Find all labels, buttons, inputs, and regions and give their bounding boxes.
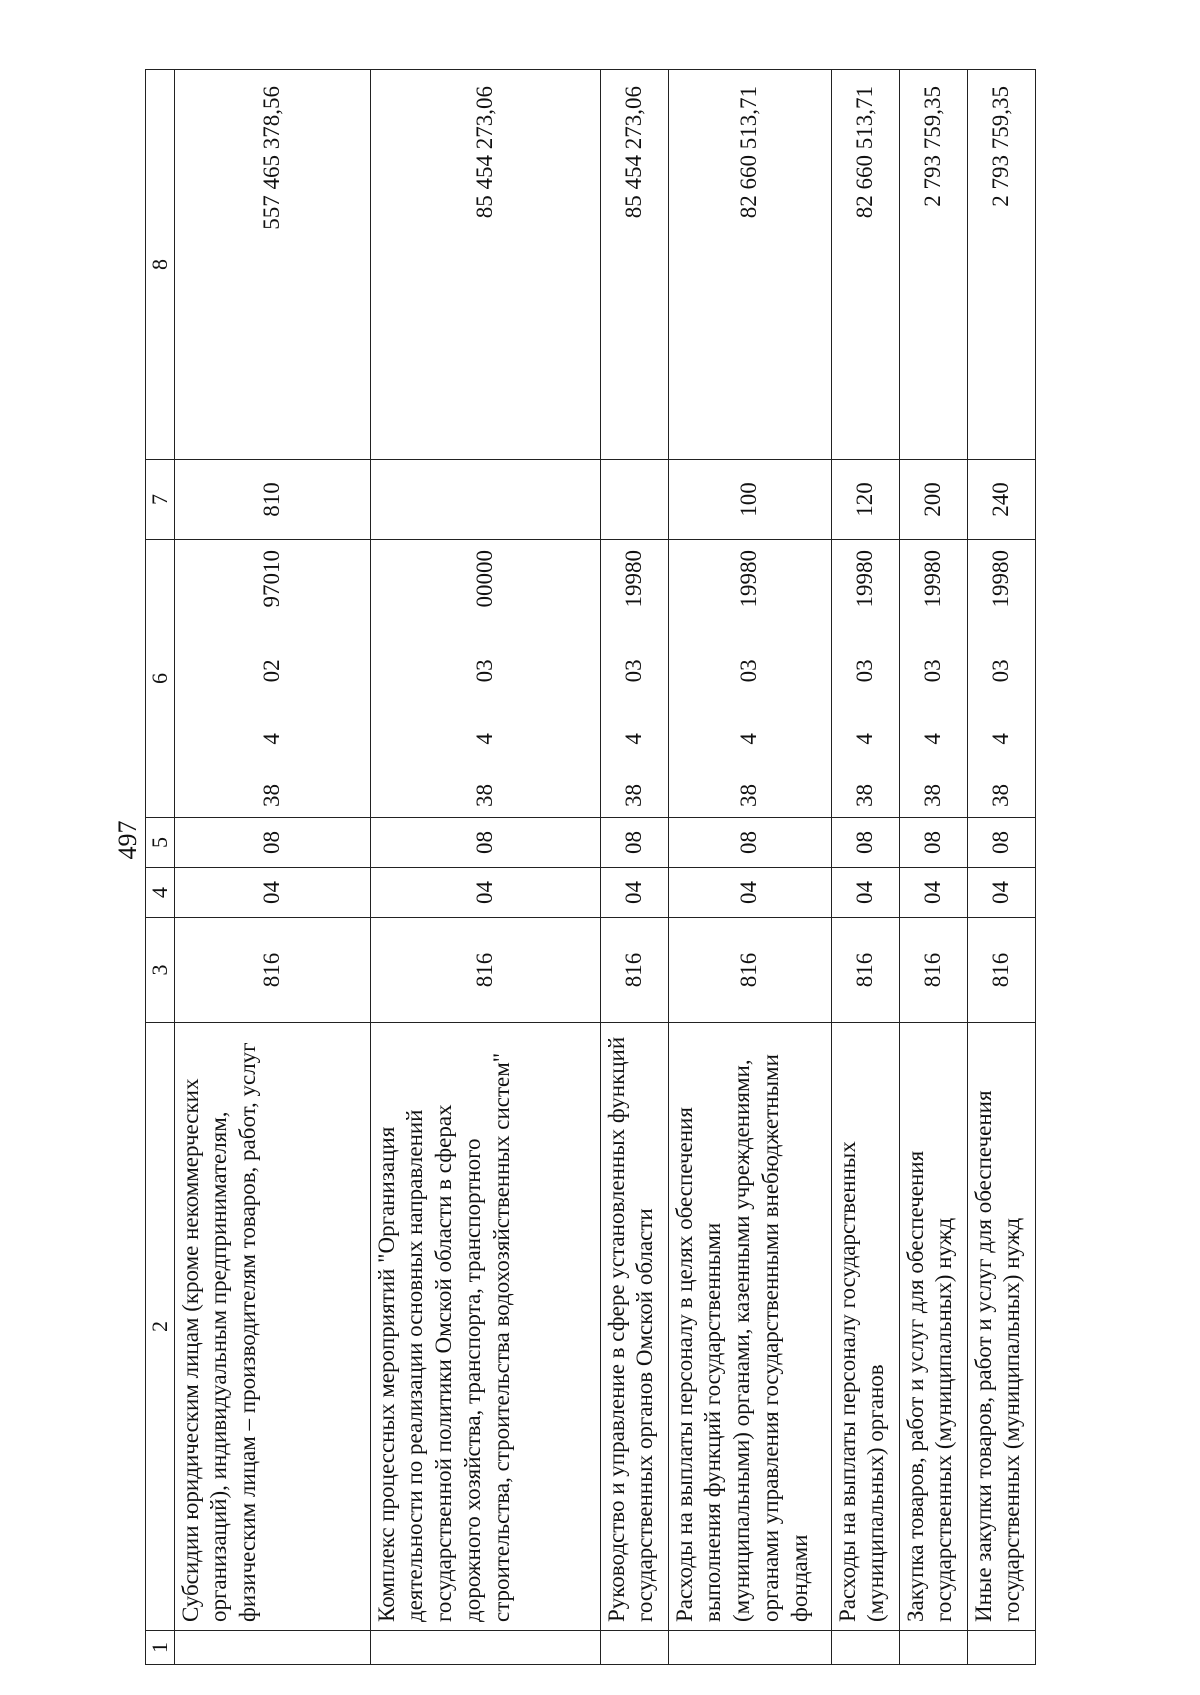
- table-row: [967, 70, 1035, 1665]
- row-col7-cell: 200: [899, 460, 967, 540]
- row-name-cell: Закупка товаров, работ и услуг для обеспечения государственных (муниципальных) нужд: [899, 1023, 967, 1631]
- header-col-7: 7: [146, 460, 175, 540]
- table-row: [600, 70, 668, 1665]
- table-row: [668, 70, 831, 1665]
- row-col3-cell: 816: [600, 918, 668, 1023]
- row-col7-cell: [600, 460, 668, 540]
- code-part: 38: [258, 784, 284, 807]
- code-part: 19980: [987, 550, 1013, 608]
- code-part: 4: [851, 733, 877, 745]
- row-col4-cell: 04: [899, 868, 967, 918]
- page-number: 497: [113, 820, 142, 860]
- row-amount-cell: 85 454 273,06: [370, 70, 600, 460]
- code-part: 03: [736, 659, 762, 683]
- code-part: 03: [919, 659, 945, 683]
- code-part: 38: [987, 784, 1013, 807]
- header-col-1: 1: [146, 1631, 175, 1665]
- row-col4-cell: 04: [370, 868, 600, 918]
- row-col5-cell: 08: [899, 818, 967, 868]
- row-col4-cell: 04: [967, 868, 1035, 918]
- code-part: 03: [851, 659, 877, 683]
- row-col5-cell: 08: [831, 818, 899, 868]
- code-parts: [258, 550, 287, 807]
- code-part: 38: [471, 784, 497, 807]
- code-part: 03: [620, 659, 646, 683]
- row-col5-cell: 08: [370, 818, 600, 868]
- row-col4-cell: 04: [600, 868, 668, 918]
- row-col7-cell: [370, 460, 600, 540]
- row-col7-cell: 100: [668, 460, 831, 540]
- row-name-cell: Расходы на выплаты персоналу государственных (муниципальных) органов: [831, 1023, 899, 1631]
- code-part: 38: [851, 784, 877, 807]
- code-part: 03: [471, 659, 497, 683]
- row-amount-cell: 2 793 759,35: [899, 70, 967, 460]
- header-col-5: 5: [146, 818, 175, 868]
- row-number-cell: [967, 1631, 1035, 1665]
- row-code-cell: [600, 540, 668, 818]
- row-code-cell: [668, 540, 831, 818]
- row-name-cell: Субсидии юридическим лицам (кроме некоммерческих организаций), индивидуальным предпринимателям, физическим лицам – производителям товаров, работ, услуг: [174, 1023, 370, 1631]
- code-part: 19980: [736, 550, 762, 608]
- code-part: 4: [620, 733, 646, 745]
- code-part: 4: [471, 733, 497, 745]
- code-parts: [851, 550, 880, 807]
- code-part: 38: [620, 784, 646, 807]
- header-col-2: 2: [146, 1023, 175, 1631]
- table-row: [899, 70, 967, 1665]
- row-number-cell: [600, 1631, 668, 1665]
- row-col5-cell: 08: [600, 818, 668, 868]
- row-code-cell: [174, 540, 370, 818]
- row-amount-cell: 557 465 378,56: [174, 70, 370, 460]
- row-name-cell: Расходы на выплаты персоналу в целях обеспечения выполнения функций государственными (муниципальными) органами, казенными учреждениями, органами управления государственными внебюджетными фондами: [668, 1023, 831, 1631]
- row-code-cell: [899, 540, 967, 818]
- code-part: 4: [919, 733, 945, 745]
- code-part: 4: [987, 733, 1013, 745]
- code-part: 97010: [258, 550, 284, 608]
- row-amount-cell: 2 793 759,35: [967, 70, 1035, 460]
- header-col-6: 6: [146, 540, 175, 818]
- table-row: [370, 70, 600, 1665]
- row-col3-cell: 816: [668, 918, 831, 1023]
- code-part: 4: [736, 733, 762, 745]
- table-row: [174, 70, 370, 1665]
- row-col4-cell: 04: [668, 868, 831, 918]
- budget-table: [145, 69, 1036, 1665]
- row-number-cell: [668, 1631, 831, 1665]
- code-part: 02: [258, 659, 284, 683]
- code-part: 38: [736, 784, 762, 807]
- row-col5-cell: 08: [174, 818, 370, 868]
- row-col5-cell: 08: [668, 818, 831, 868]
- row-number-cell: [174, 1631, 370, 1665]
- header-col-4: 4: [146, 868, 175, 918]
- row-col7-cell: 240: [967, 460, 1035, 540]
- code-parts: [987, 550, 1016, 807]
- row-col5-cell: 08: [967, 818, 1035, 868]
- code-parts: [735, 550, 764, 807]
- row-col7-cell: 120: [831, 460, 899, 540]
- header-col-8: 8: [146, 70, 175, 460]
- row-number-cell: [899, 1631, 967, 1665]
- code-part: 4: [258, 733, 284, 745]
- code-parts: [620, 550, 649, 807]
- header-row: [146, 70, 175, 1665]
- code-parts: [919, 550, 948, 807]
- row-amount-cell: 82 660 513,71: [831, 70, 899, 460]
- row-col3-cell: 816: [370, 918, 600, 1023]
- row-code-cell: [831, 540, 899, 818]
- row-number-cell: [831, 1631, 899, 1665]
- code-part: 19980: [851, 550, 877, 608]
- row-col3-cell: 816: [899, 918, 967, 1023]
- code-part: 19980: [919, 550, 945, 608]
- row-name-cell: Иные закупки товаров, работ и услуг для обеспечения государственных (муниципальных) нужд: [967, 1023, 1035, 1631]
- row-name-cell: Комплекс процессных мероприятий "Организация деятельности по реализации основных направлений государственной политики Омской области в сферах дорожного хозяйства, транспорта, транспортного строительства, строительства водохозяйственных систем": [370, 1023, 600, 1631]
- table-row: [831, 70, 899, 1665]
- code-part: 19980: [620, 550, 646, 608]
- row-code-cell: [967, 540, 1035, 818]
- code-part: 38: [919, 784, 945, 807]
- row-amount-cell: 85 454 273,06: [600, 70, 668, 460]
- code-part: 03: [987, 659, 1013, 683]
- table-body: [146, 70, 1036, 1665]
- row-name-cell: Руководство и управление в сфере установленных функций государственных органов Омской области: [600, 1023, 668, 1631]
- row-col3-cell: 816: [831, 918, 899, 1023]
- header-col-3: 3: [146, 918, 175, 1023]
- code-part: 00000: [471, 550, 497, 608]
- rotated-table-frame: [145, 70, 1045, 1665]
- row-amount-cell: 82 660 513,71: [668, 70, 831, 460]
- row-number-cell: [370, 1631, 600, 1665]
- row-col4-cell: 04: [831, 868, 899, 918]
- code-parts: [471, 550, 500, 807]
- row-code-cell: [370, 540, 600, 818]
- row-col4-cell: 04: [174, 868, 370, 918]
- row-col3-cell: 816: [174, 918, 370, 1023]
- row-col7-cell: 810: [174, 460, 370, 540]
- row-col3-cell: 816: [967, 918, 1035, 1023]
- rotated-table-area: [145, 70, 1200, 1653]
